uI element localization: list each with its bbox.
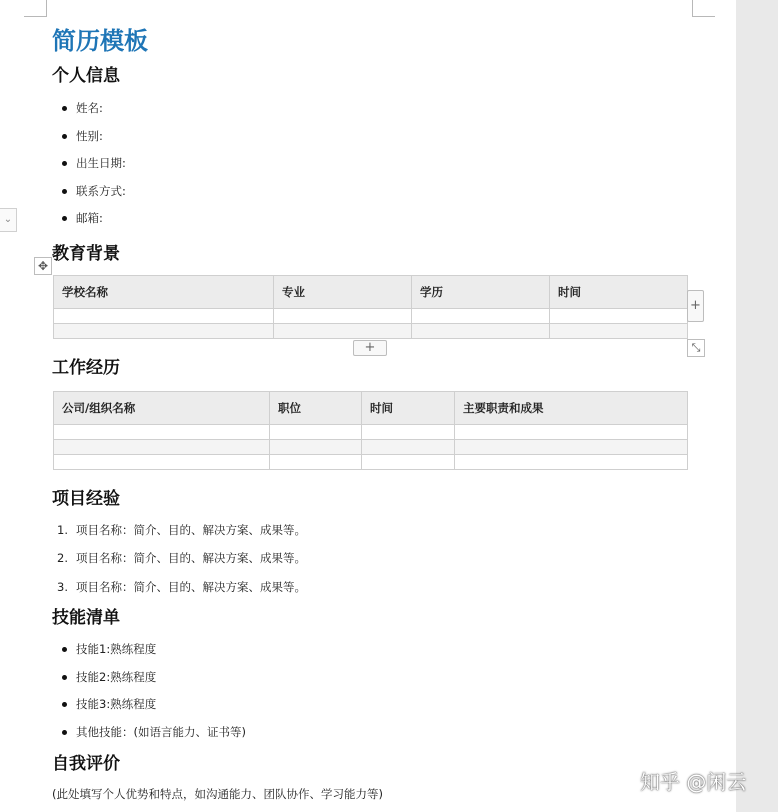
list-item[interactable]: 1. 项目名称：简介、目的、解决方案、成果等。	[57, 523, 306, 537]
education-header-time[interactable]: 时间	[550, 276, 688, 309]
table-cell[interactable]	[455, 440, 688, 455]
table-cell[interactable]	[550, 309, 688, 324]
education-table[interactable]	[53, 275, 688, 339]
education-header-school[interactable]: 学校名称	[54, 276, 274, 309]
table-cell[interactable]	[362, 455, 455, 470]
watermark: 知乎 @闲云	[640, 770, 747, 794]
table-row	[54, 425, 688, 440]
bullet-icon	[62, 134, 67, 139]
table-resize-icon[interactable]: ⤡	[687, 339, 705, 357]
list-item[interactable]: 性别:	[0, 126, 500, 146]
add-row-button[interactable]: +	[353, 340, 387, 356]
page-corner-mark-left	[24, 0, 47, 17]
table-cell[interactable]	[412, 309, 550, 324]
list-item[interactable]: 其他技能：(如语言能力、证书等)	[0, 722, 500, 742]
table-cell[interactable]	[54, 425, 270, 440]
table-cell[interactable]	[455, 425, 688, 440]
list-item[interactable]: 邮箱:	[0, 208, 500, 228]
table-cell[interactable]	[362, 425, 455, 440]
work-table[interactable]	[53, 391, 688, 470]
table-move-icon[interactable]: ✥	[34, 257, 52, 275]
table-cell[interactable]	[54, 324, 274, 339]
table-cell[interactable]	[54, 455, 270, 470]
bullet-icon	[62, 216, 67, 221]
heading-personal-info[interactable]: 个人信息	[52, 66, 120, 86]
document-title[interactable]: 简历模板	[52, 27, 148, 55]
work-header-duties[interactable]: 主要职责和成果	[455, 392, 688, 425]
work-header-company[interactable]: 公司/组织名称	[54, 392, 270, 425]
list-item[interactable]: 技能3:熟练程度	[0, 694, 500, 714]
table-cell[interactable]	[362, 440, 455, 455]
heading-work[interactable]: 工作经历	[52, 358, 120, 378]
education-header-major[interactable]: 专业	[274, 276, 412, 309]
bullet-icon	[62, 647, 67, 652]
table-row	[54, 440, 688, 455]
table-cell[interactable]	[270, 455, 362, 470]
table-row	[54, 324, 688, 339]
list-item[interactable]: 技能2:熟练程度	[0, 667, 500, 687]
education-header-degree[interactable]: 学历	[412, 276, 550, 309]
table-cell[interactable]	[550, 324, 688, 339]
list-item[interactable]: 技能1:熟练程度	[0, 639, 500, 659]
list-item[interactable]: 3. 项目名称：简介、目的、解决方案、成果等。	[57, 580, 306, 594]
table-cell[interactable]	[54, 309, 274, 324]
list-item[interactable]: 2. 项目名称：简介、目的、解决方案、成果等。	[57, 551, 306, 565]
heading-self-eval[interactable]: 自我评价	[52, 754, 120, 774]
add-column-button[interactable]: +	[687, 290, 704, 322]
table-cell[interactable]	[54, 440, 270, 455]
list-item[interactable]: 联系方式:	[0, 181, 500, 201]
chevron-down-icon[interactable]: ⌄	[0, 208, 17, 232]
bullet-icon	[62, 675, 67, 680]
heading-skills[interactable]: 技能清单	[52, 608, 120, 628]
self-eval-text[interactable]: (此处填写个人优势和特点，如沟通能力、团队协作、学习能力等)	[52, 787, 383, 801]
bullet-icon	[62, 730, 67, 735]
bullet-icon	[62, 189, 67, 194]
list-item[interactable]: 姓名:	[0, 98, 500, 118]
work-header-time[interactable]: 时间	[362, 392, 455, 425]
bullet-icon	[62, 161, 67, 166]
work-header-position[interactable]: 职位	[270, 392, 362, 425]
bullet-icon	[62, 702, 67, 707]
table-cell[interactable]	[274, 309, 412, 324]
bullet-icon	[62, 106, 67, 111]
table-cell[interactable]	[455, 455, 688, 470]
table-cell[interactable]	[274, 324, 412, 339]
table-row	[54, 455, 688, 470]
table-row	[54, 309, 688, 324]
table-cell[interactable]	[270, 440, 362, 455]
heading-projects[interactable]: 项目经验	[52, 489, 120, 509]
table-cell[interactable]	[270, 425, 362, 440]
table-cell[interactable]	[412, 324, 550, 339]
page-corner-mark-right	[692, 0, 715, 17]
list-item[interactable]: 出生日期:	[0, 153, 500, 173]
heading-education[interactable]: 教育背景	[52, 244, 120, 264]
